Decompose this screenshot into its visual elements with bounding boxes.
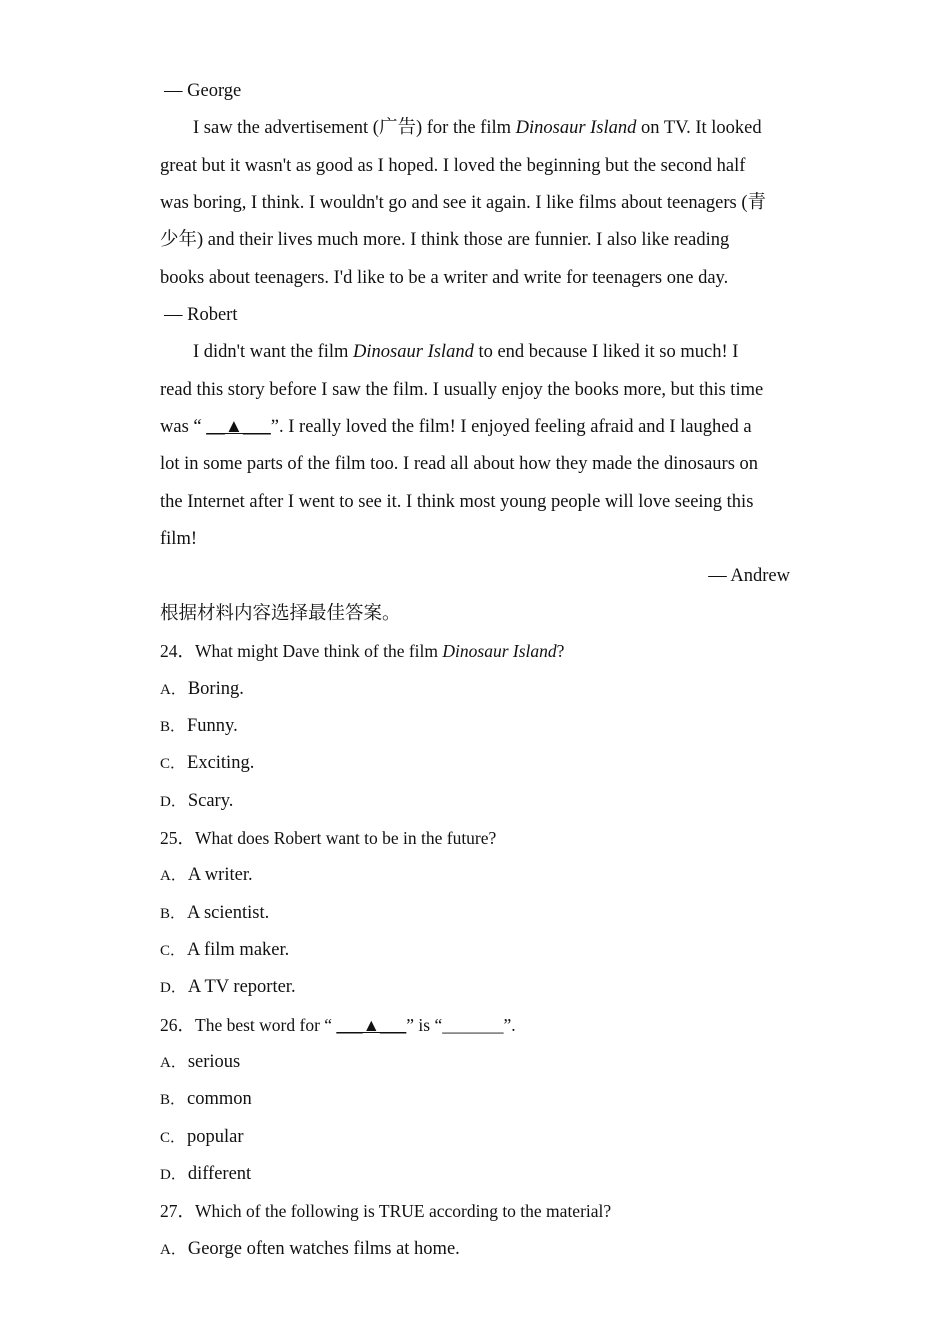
robert-review-line-5: books about teenagers. I'd like to be a writer and write for teenagers one day.: [160, 268, 729, 288]
signature-george: — George: [164, 81, 242, 101]
film-title: Dinosaur Island: [515, 118, 637, 138]
option-26-c[interactable]: C． popular: [160, 1127, 244, 1147]
signature-robert: — Robert: [164, 305, 238, 325]
option-27-a[interactable]: A． George often watches films at home.: [160, 1239, 460, 1259]
answer-blank: ___▲___: [336, 1015, 407, 1035]
question-24: 24．What might Dave think of the film Dinosaur Island?: [160, 641, 565, 661]
andrew-review-line-5: the Internet after I went to see it. I think most young people will love seeing this: [160, 492, 754, 512]
option-25-a[interactable]: A． A writer.: [160, 865, 253, 885]
question-26: 26．The best word for “ ___▲___” is “_______”.: [160, 1015, 516, 1035]
question-25: 25．What does Robert want to be in the future?: [160, 828, 497, 848]
question-27: 27．Which of the following is TRUE according to the material?: [160, 1201, 612, 1221]
robert-review-line-4: 少年) and their lives much more. I think those are funnier. I also like reading: [160, 230, 730, 250]
film-title: Dinosaur Island: [353, 342, 474, 362]
robert-review-line-3: was boring, I think. I wouldn't go and see it again. I like films about teenagers (青: [160, 193, 766, 213]
option-26-d[interactable]: D． different: [160, 1164, 252, 1184]
option-25-c[interactable]: C． A film maker.: [160, 940, 290, 960]
andrew-review-line-1: I didn't want the film Dinosaur Island to end because I liked it so much! I: [193, 342, 739, 362]
option-26-b[interactable]: B． common: [160, 1089, 252, 1109]
andrew-review-line-6: film!: [160, 529, 197, 549]
instruction: 根据材料内容选择最佳答案。: [160, 604, 401, 624]
andrew-review-line-4: lot in some parts of the film too. I read all about how they made the dinosaurs on: [160, 454, 759, 474]
option-24-d[interactable]: D． Scary.: [160, 791, 234, 811]
answer-blank: __▲___: [206, 417, 271, 437]
option-24-a[interactable]: A． Boring.: [160, 679, 244, 699]
signature-andrew: — Andrew: [708, 566, 790, 586]
option-26-a[interactable]: A． serious: [160, 1052, 241, 1072]
option-25-b[interactable]: B． A scientist.: [160, 903, 270, 923]
robert-review-line-1: I saw the advertisement (广告) for the film Dinosaur Island on TV. It looked: [193, 118, 762, 138]
andrew-review-line-3: was “ __▲___”. I really loved the film! I enjoyed feeling afraid and I laughed a: [160, 417, 752, 437]
andrew-review-line-2: read this story before I saw the film. I usually enjoy the books more, but this time: [160, 380, 764, 400]
option-25-d[interactable]: D． A TV reporter.: [160, 977, 296, 997]
option-24-c[interactable]: C． Exciting.: [160, 753, 255, 773]
robert-review-line-2: great but it wasn't as good as I hoped. I loved the beginning but the second half: [160, 156, 746, 176]
film-title: Dinosaur Island: [442, 641, 557, 661]
option-24-b[interactable]: B． Funny.: [160, 716, 238, 736]
